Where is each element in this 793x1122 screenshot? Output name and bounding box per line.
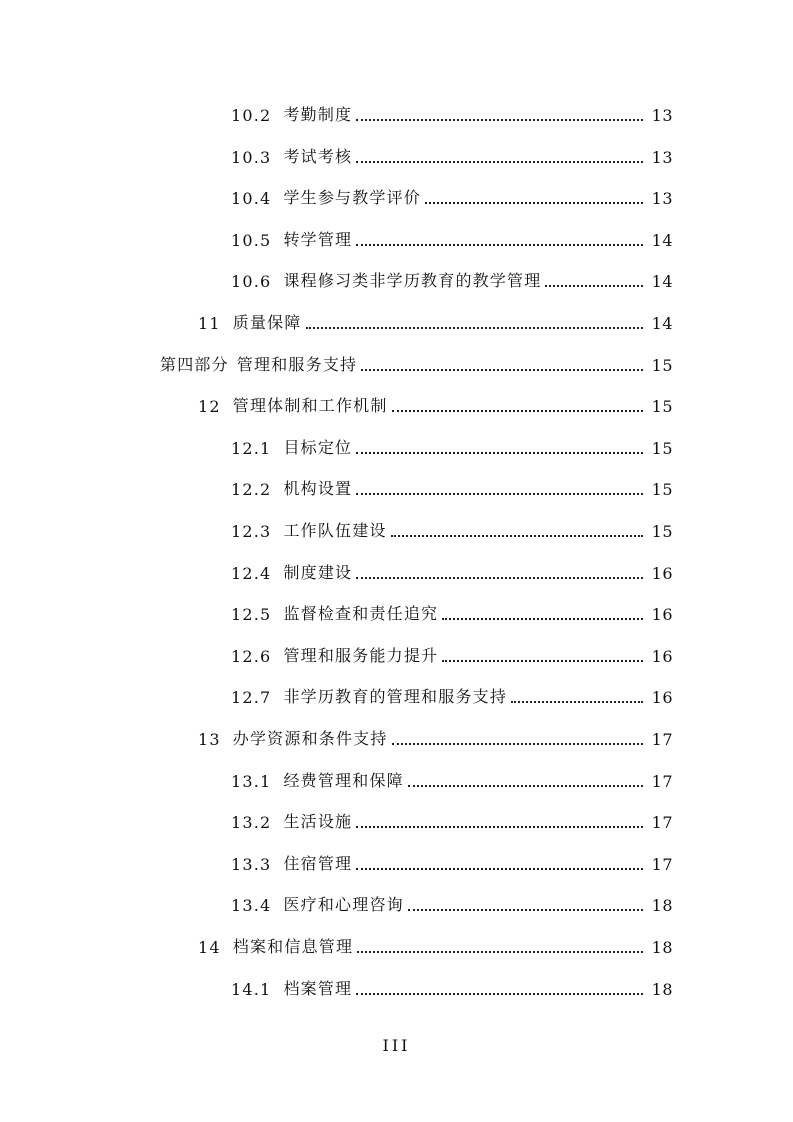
toc-leader-dots — [361, 368, 643, 371]
toc-entry-title: 非学历教育的管理和服务支持 — [283, 687, 508, 707]
toc-entry[interactable] — [231, 428, 673, 458]
toc-leader-dots — [392, 742, 643, 745]
toc-entry[interactable] — [231, 677, 673, 707]
toc-entry[interactable] — [231, 469, 673, 499]
toc-entry-number: 13.2 — [231, 813, 272, 833]
toc-entry-number: 10.6 — [231, 272, 272, 292]
toc-entry-page: 15 — [651, 438, 673, 458]
toc-leader-dots — [356, 160, 643, 163]
toc-entry-page: 17 — [651, 854, 673, 874]
toc-entry-title: 医疗和心理咨询 — [283, 895, 404, 915]
toc-entry-page: 14 — [651, 314, 673, 333]
toc-entry-title: 经费管理和保障 — [283, 770, 404, 790]
toc-leader-dots — [356, 576, 643, 579]
toc-entry-number: 12.6 — [231, 646, 272, 666]
toc-leader-dots — [408, 784, 643, 787]
toc-leader-dots — [391, 534, 643, 537]
toc-entry[interactable] — [231, 553, 673, 583]
toc-entry-title: 机构设置 — [283, 479, 353, 499]
toc-entry-number: 10.3 — [231, 147, 272, 167]
toc-leader-dots — [356, 451, 643, 454]
toc-entry[interactable] — [231, 885, 673, 915]
toc-entry-number: 10.2 — [231, 106, 272, 125]
toc-part-entry[interactable] — [160, 345, 673, 375]
toc-entry-page: 15 — [651, 355, 673, 375]
toc-entry-number: 13.3 — [231, 854, 272, 874]
toc-entry-number: 第四部分 — [160, 354, 229, 374]
toc-entry[interactable] — [231, 95, 673, 125]
toc-entry-number: 12.5 — [231, 605, 272, 625]
toc-leader-dots — [356, 492, 643, 495]
toc-entry-page: 16 — [651, 605, 673, 625]
toc-entry-title: 生活设施 — [283, 812, 353, 832]
toc-entry[interactable] — [198, 303, 673, 333]
toc-entry-number: 13.1 — [231, 771, 272, 791]
toc-entry-page: 17 — [651, 730, 673, 749]
toc-leader-dots — [425, 201, 643, 204]
toc-entry-page: 17 — [651, 771, 673, 791]
toc-entry-title: 管理和服务能力提升 — [283, 645, 439, 665]
toc-entry-title: 考勤制度 — [283, 105, 353, 124]
toc-entry-page: 18 — [651, 979, 673, 999]
toc-entry-page: 16 — [651, 688, 673, 708]
toc-leader-dots — [356, 867, 643, 870]
toc-entry-page: 14 — [651, 230, 673, 250]
toc-entry-number: 12.2 — [231, 480, 272, 500]
toc-entry-number: 11 — [198, 314, 221, 333]
toc-entry-title: 制度建设 — [283, 562, 353, 582]
toc-entry[interactable] — [231, 636, 673, 666]
toc-entry-title: 管理体制和工作机制 — [232, 396, 388, 416]
toc-entry[interactable] — [198, 927, 673, 957]
toc-leader-dots — [356, 243, 643, 246]
toc-entry-title: 住宿管理 — [283, 853, 353, 873]
toc-entry-title: 考试考核 — [283, 146, 353, 166]
toc-entry-number: 10.5 — [231, 230, 272, 250]
toc-entry-number: 14.1 — [231, 979, 272, 999]
toc-leader-dots — [545, 284, 643, 287]
toc-entry-page: 17 — [651, 813, 673, 833]
toc-entry[interactable] — [231, 220, 673, 250]
toc-entry-page: 16 — [651, 563, 673, 583]
toc-entry-number: 14 — [198, 938, 221, 957]
toc-entry[interactable] — [198, 386, 673, 416]
toc-entry-title: 学生参与教学评价 — [283, 188, 422, 208]
toc-leader-dots — [442, 617, 643, 620]
toc-leader-dots — [306, 326, 643, 329]
toc-entry-title: 转学管理 — [283, 229, 353, 249]
toc-entry-number: 12.1 — [231, 438, 272, 458]
toc-leader-dots — [392, 409, 643, 412]
toc-entry-title: 目标定位 — [283, 437, 353, 457]
toc-entry-page: 15 — [651, 480, 673, 500]
toc-entry-number: 12.7 — [231, 688, 272, 708]
toc-entry-page: 15 — [651, 397, 673, 417]
toc-entry-page: 16 — [651, 646, 673, 666]
toc-entry-page: 18 — [651, 938, 673, 957]
toc-entry[interactable] — [231, 511, 673, 541]
toc-leader-dots — [357, 950, 643, 953]
toc-entry-number: 13.4 — [231, 896, 272, 916]
toc-entry-page: 18 — [651, 896, 673, 916]
toc-entry-page: 15 — [651, 522, 673, 541]
toc-entry-title: 质量保障 — [232, 313, 302, 332]
toc-entry[interactable] — [231, 137, 673, 167]
toc-entry-page: 13 — [651, 106, 673, 125]
toc-entry[interactable] — [231, 802, 673, 832]
page-number-footer: III — [382, 1036, 411, 1055]
toc-entry[interactable] — [198, 719, 673, 749]
toc-entry-number: 12.4 — [231, 563, 272, 583]
toc-entry[interactable] — [231, 594, 673, 624]
toc-entry-title: 档案管理 — [283, 978, 353, 998]
toc-leader-dots — [442, 659, 643, 662]
toc-entry-number: 13 — [198, 730, 221, 749]
toc-entry-title: 档案和信息管理 — [232, 937, 354, 956]
toc-entry-number: 12.3 — [231, 522, 272, 541]
toc-leader-dots — [408, 908, 643, 911]
toc-leader-dots — [356, 992, 643, 995]
toc-entry-page: 14 — [651, 272, 673, 292]
toc-entry[interactable] — [231, 844, 673, 874]
toc-entry-title: 管理和服务支持 — [236, 354, 358, 374]
toc-entry[interactable] — [231, 178, 673, 208]
toc-entry-title: 课程修习类非学历教育的教学管理 — [283, 271, 542, 291]
toc-entry-number: 10.4 — [231, 189, 272, 209]
toc-entry-page: 13 — [651, 189, 673, 209]
toc-entry-title: 办学资源和条件支持 — [232, 729, 388, 748]
toc-entry[interactable] — [231, 261, 673, 291]
toc-entry-number: 12 — [198, 397, 221, 417]
toc-entry-title: 监督检查和责任追究 — [283, 604, 439, 624]
toc-leader-dots — [356, 118, 643, 121]
toc-entry[interactable] — [231, 761, 673, 791]
toc-entry[interactable] — [231, 969, 673, 999]
toc-leader-dots — [356, 825, 643, 828]
toc-entry-page: 13 — [651, 147, 673, 167]
toc-leader-dots — [511, 700, 643, 703]
toc-entry-title: 工作队伍建设 — [283, 521, 387, 540]
